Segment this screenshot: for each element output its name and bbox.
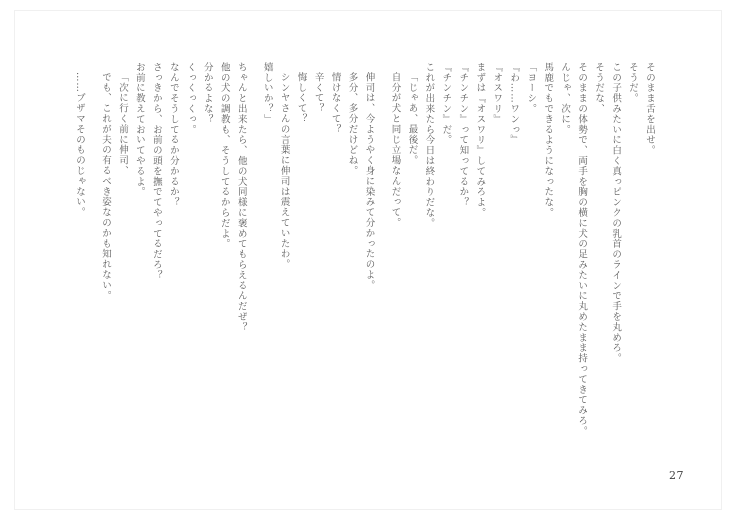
text-column: 多分、多分だけどね。 (346, 72, 358, 176)
text-column: ……ブザマそのものじゃない。 (74, 72, 85, 218)
text-column: この子供みたいに白く真っピンクの乳首のラインで手を丸めろ。 (610, 62, 622, 364)
text-column: 「じゃあ、最後だ。 (406, 72, 418, 166)
text-column: 悔しくて？ (295, 72, 307, 124)
text-column: 辛くて？ (312, 72, 324, 114)
text-column: くっくっくっ。 (184, 62, 196, 135)
text-column: んじゃ、次に。 (559, 62, 571, 135)
text-column: なんでそうしてるか分かるか？ (167, 62, 179, 208)
text-column: 自分が犬と同じ立場なんだって。 (389, 72, 401, 228)
text-column: でも、これが夫の有るべき姿なのかも知れない。 (99, 72, 111, 301)
text-column: そうだな、 (593, 62, 605, 114)
text-column: そのまま舌を出せ。 (644, 62, 655, 156)
text-column: 伸司は、今ようやく身に染みて分かったのよ。 (363, 72, 375, 291)
text-column: 馬鹿でもできるようになったな。 (542, 62, 554, 218)
text-column: 「ヨーシ。 (525, 62, 537, 114)
text-column: 分かるよな？ (201, 62, 213, 125)
text-column: ちゃんと出来たら、他の犬同様に褒めてもらえるんだぜ？ (235, 62, 247, 333)
text-column: 嬉しいか？」 (261, 62, 273, 125)
text-column: 『チンチン』って知ってるか？ (457, 62, 469, 208)
text-column: 「次に行く前に伸司、 (116, 72, 128, 176)
text-column: 『オスワリ』 (491, 62, 503, 125)
text-column: まずは『オスワリ』してみろよ。 (474, 62, 486, 218)
text-column: 『チンチン』だ。 (440, 62, 452, 146)
text-column: お前に教えておいてやるよ。 (133, 62, 145, 198)
text-column: そのままの体勢で、両手を胸の横に犬の足みたいに丸めたまま持ってきてみろ。 (576, 62, 588, 437)
text-column: そうだ。 (627, 62, 639, 104)
text-column: 『わ……ワンっ』 (508, 62, 520, 146)
text-column: 情けなくて？ (329, 72, 341, 135)
text-column: さっきから、お前の頭を撫でてやってるだろ？ (150, 62, 162, 281)
page-number: 27 (669, 469, 684, 482)
text-column: 他の犬の調教も、そうしてるからだよ。 (218, 62, 230, 250)
vertical-text-body (67, 62, 654, 462)
text-column: これが出来たら今日は終わりだな。 (423, 62, 435, 229)
text-column: シンヤさんの言葉に伸司は震えていたわ。 (278, 72, 290, 270)
